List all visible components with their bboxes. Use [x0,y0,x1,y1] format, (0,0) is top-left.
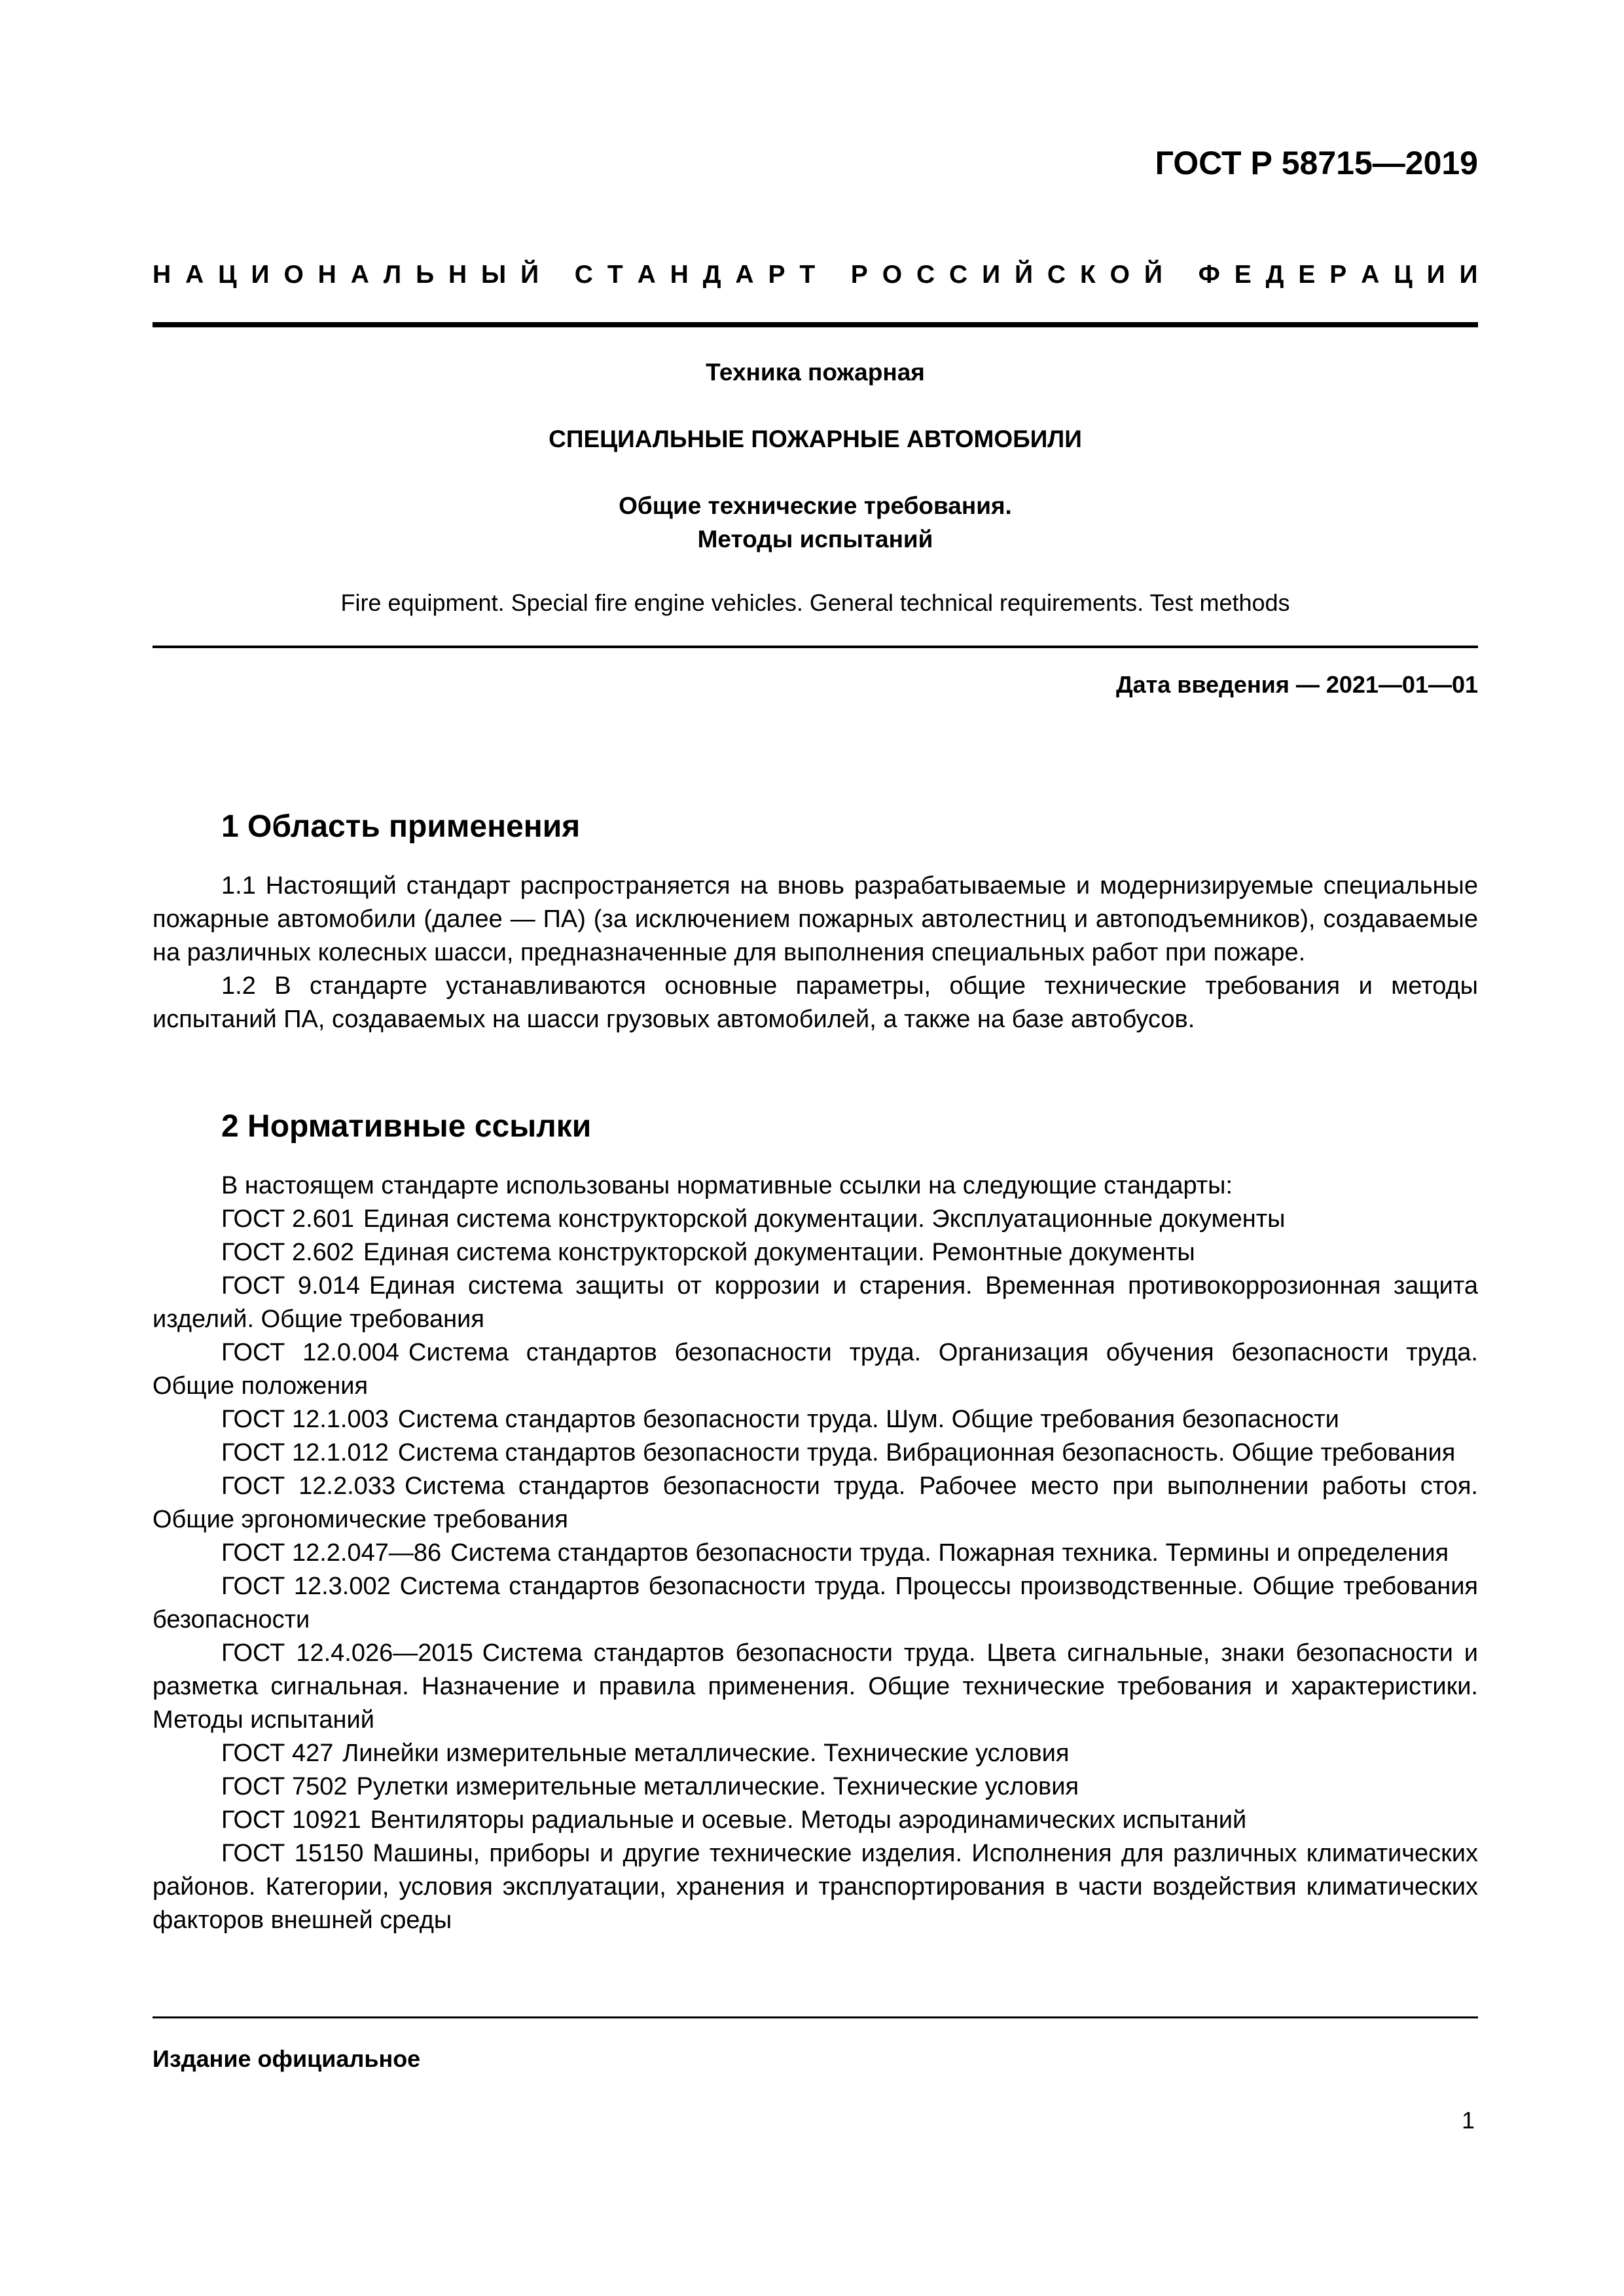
reference-item [153,1804,1478,1837]
reference-title: Система стандартов безопасности труда. Рабочее место при выполнении работы стоя. Общие эргономические требования [153,1472,1478,1533]
reference-item [153,1236,1478,1269]
national-title-letter: И [251,261,270,289]
national-title-letter: Ф [1198,261,1220,289]
national-title-letter [1177,261,1184,289]
national-title-letter: Ы [481,261,507,289]
reference-item [153,1403,1478,1436]
reference-title: Система стандартов безопасности труда. Процессы производственные. Общие требования безопасности [153,1573,1478,1633]
reference-title: Система стандартов безопасности труда. Цвета сигнальные, знаки безопасности и разметка сигнальная. Назначение и правила применения. Общие технические требования и характеристики. Методы испытаний [153,1639,1479,1734]
national-title-letter [829,261,837,289]
national-title-letter: Ц [218,261,237,289]
national-title-letter: С [916,261,935,289]
national-title-letter: Е [1298,261,1316,289]
national-title-letter: Л [383,261,402,289]
reference-code: ГОСТ 9.014 [221,1272,361,1300]
national-title-letter: А [1361,261,1380,289]
reference-title: Машины, приборы и другие технические изделия. Исполнения для различных климатических районов. Категории, условия эксплуатации, хранения и транспортирования в части воздействия климатических факторов внешней среды [153,1840,1478,1934]
national-title-letter: А [637,261,656,289]
reference-code: ГОСТ 12.3.002 [221,1573,391,1600]
title-divider [153,646,1478,648]
paragraph-1-1: 1.1 Настоящий стандарт распространяется на вновь разрабатываемые и модернизируемые специальные пожарные автомобили (далее — ПА) (за исключением пожарных автолестниц и автоподъемников), создаваемые на различных колесных шасси, предназначенные для выполнения специальных работ при пожаре. [153,872,1478,966]
national-title-letter: О [283,261,304,289]
national-title-letter: Р [1329,261,1347,289]
introduction-date: Дата введения — 2021—01—01 [1115,671,1478,698]
reference-code: ГОСТ 15150 [221,1840,364,1867]
national-title-letter: Ц [1394,261,1413,289]
references-intro: В настоящем стандарте использованы нормативные ссылки на следующие стандарты: [221,1172,1233,1199]
reference-item [153,1203,1478,1236]
reference-title: Единая система конструкторской документации. Эксплуатационные документы [363,1205,1286,1233]
national-title-letter: Р [768,261,785,289]
reference-item [153,1770,1478,1804]
reference-item [153,1537,1478,1570]
national-title-letter: К [1079,261,1096,289]
national-title-letter: И [1426,261,1445,289]
reference-code: ГОСТ 12.2.047—86 [221,1539,442,1567]
reference-item [153,1570,1478,1637]
page-number: 1 [1461,2107,1475,2134]
reference-title: Рулетки измерительные металлические. Технические условия [356,1773,1079,1800]
national-standard-title [153,261,1478,289]
reference-item [153,1269,1478,1336]
reference-item [153,1637,1478,1737]
reference-code: ГОСТ 10921 [221,1806,361,1834]
reference-code: ГОСТ 7502 [221,1773,348,1800]
subtitle-line-1: Общие технические требования. [619,492,1012,519]
main-title: СПЕЦИАЛЬНЫЕ ПОЖАРНЫЕ АВТОМОБИЛИ [549,426,1082,452]
national-title-letter: Н [670,261,689,289]
national-title-letter [553,261,560,289]
national-title-letter: Н [153,261,171,289]
reference-code: ГОСТ 427 [221,1740,334,1767]
english-title: Fire equipment. Special fire engine vehicles. General technical requirements. Test methods [340,589,1290,616]
national-title-letter: Й [1144,261,1163,289]
reference-code: ГОСТ 12.0.004 [221,1339,400,1366]
reference-code: ГОСТ 12.1.003 [221,1406,389,1433]
references-list [153,1203,1478,1937]
reference-code: ГОСТ 12.1.012 [221,1439,389,1467]
reference-item [153,1336,1478,1403]
national-title-letter: Р [850,261,868,289]
document-number: ГОСТ Р 58715—2019 [1155,145,1478,181]
national-title-letter: Н [448,261,467,289]
reference-title: Система стандартов безопасности труда. Шум. Общие требования безопасности [397,1406,1339,1433]
national-title-letter: А [350,261,369,289]
national-title-letter: О [1110,261,1130,289]
header-divider [153,322,1478,327]
national-title-letter: И [982,261,1001,289]
reference-code: ГОСТ 2.601 [221,1205,355,1233]
national-title-letter: Т [607,261,623,289]
national-title-letter: Й [520,261,539,289]
national-title-letter: Д [702,261,721,289]
national-title-letter: Й [1014,261,1034,289]
national-title-letter: И [1459,261,1478,289]
reference-title: Система стандартов безопасности труда. Пожарная техника. Термины и определения [450,1539,1449,1567]
reference-item [153,1436,1478,1470]
reference-code: ГОСТ 12.4.026—2015 [221,1639,473,1667]
reference-title: Система стандартов безопасности труда. Организация обучения безопасности труда. Общие положения [153,1339,1478,1400]
reference-title: Единая система защиты от коррозии и старения. Временная противокоррозионная защита изделий. Общие требования [153,1272,1479,1333]
national-title-letter: А [185,261,204,289]
national-title-letter: С [949,261,968,289]
national-title-letter: С [574,261,593,289]
category-title: Техника пожарная [706,359,925,386]
national-title-letter: С [1047,261,1066,289]
subtitle-line-2: Методы испытаний [697,526,933,553]
national-title-letter: Е [1234,261,1252,289]
national-title-letter: А [735,261,754,289]
national-title-letter: Ь [416,261,435,289]
national-title-letter: Т [799,261,816,289]
reference-item [153,1737,1478,1770]
reference-title: Единая система конструкторской документации. Ремонтные документы [363,1239,1195,1266]
national-title-letter: Н [317,261,336,289]
section-1-heading: 1 Область применения [221,809,581,844]
edition-label: Издание официальное [153,2045,421,2072]
reference-code: ГОСТ 12.2.033 [221,1472,396,1500]
section-1-body [153,869,1478,1036]
national-title-letter: О [882,261,903,289]
section-2-heading: 2 Нормативные ссылки [221,1109,592,1144]
section-2-body [153,1169,1478,1937]
reference-item [153,1470,1478,1537]
national-title-letter: Д [1265,261,1284,289]
reference-item [153,1837,1478,1937]
reference-title: Система стандартов безопасности труда. Вибрационная безопасность. Общие требования [397,1439,1456,1467]
paragraph-1-2: 1.2 В стандарте устанавливаются основные параметры, общие технические требования и методы испытаний ПА, создаваемых на шасси грузовых автомобилей, а также на базе автобусов. [153,972,1478,1033]
reference-code: ГОСТ 2.602 [221,1239,355,1266]
reference-title: Линейки измерительные металлические. Технические условия [342,1740,1070,1767]
reference-title: Вентиляторы радиальные и осевые. Методы аэродинамических испытаний [370,1806,1247,1834]
footer-divider [153,2016,1478,2018]
